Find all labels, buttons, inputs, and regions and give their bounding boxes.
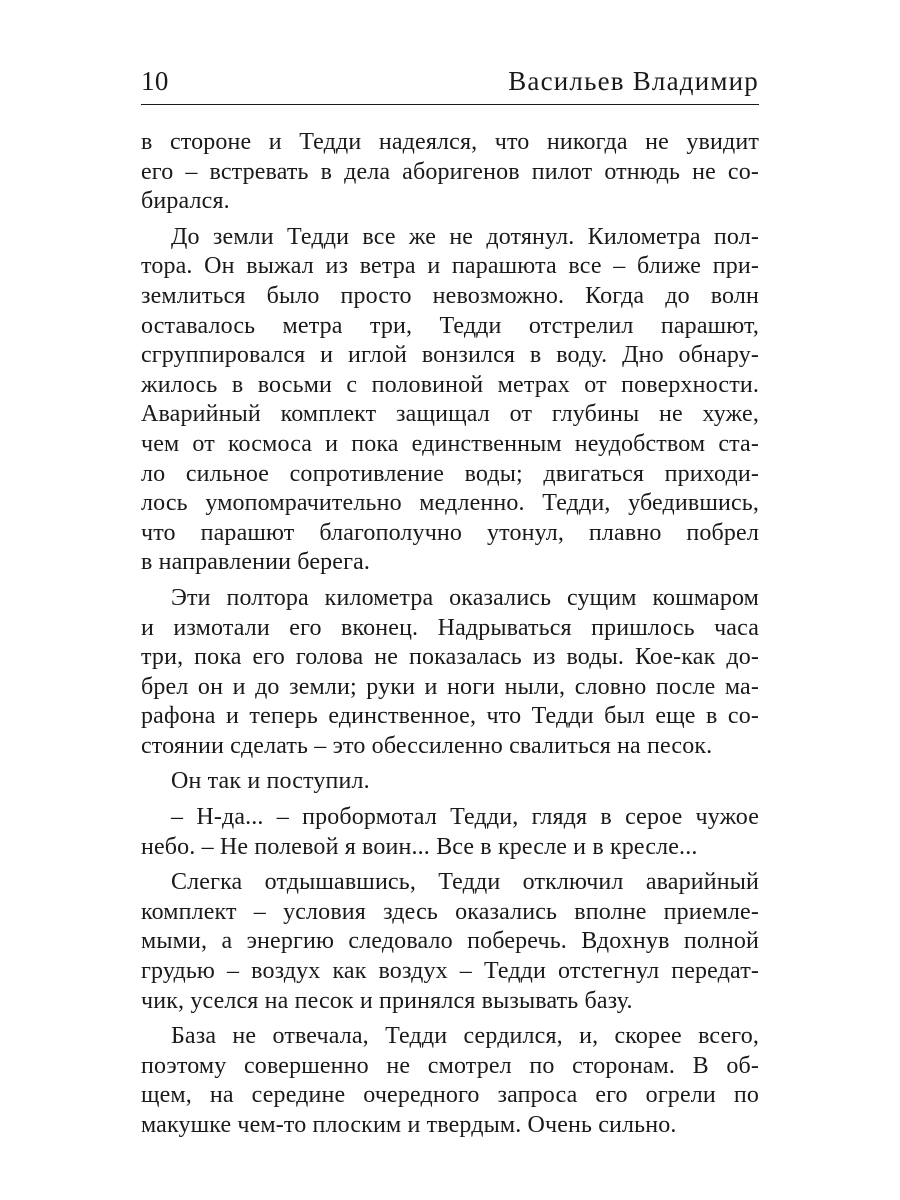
text-line: его – встревать в дела аборигенов пилот отнюдь не со- — [141, 158, 759, 185]
text-line: бирался. — [141, 188, 230, 215]
text-line: Аварийный комплект защищал от глубины не хуже, — [141, 401, 759, 428]
text-line: брел он и до земли; руки и ноги ныли, словно после ма- — [141, 673, 759, 700]
text-line: сгруппировался и иглой вонзился в воду. Дно обнару- — [141, 342, 759, 369]
text-line: ло сильное сопротивление воды; двигаться приходи- — [141, 460, 759, 487]
text-line: грудью – воздух как воздух – Тедди отстегнул передат- — [141, 958, 759, 985]
text-line: Он так и поступил. — [171, 768, 370, 795]
text-line: База не отвечала, Тедди сердился, и, скорее всего, — [171, 1023, 759, 1050]
paragraph — [141, 223, 759, 578]
text-line: землиться было просто невозможно. Когда до волн — [141, 282, 759, 309]
text-line: рафона и теперь единственное, что Тедди был еще в со- — [141, 703, 759, 730]
text-line: чик, уселся на песок и принялся вызывать базу. — [141, 987, 633, 1014]
paragraph — [141, 128, 759, 217]
text-line: оставалось метра три, Тедди отстрелил парашют, — [141, 312, 759, 339]
text-line: в направлении берега. — [141, 549, 371, 576]
text-line: мыми, а энергию следовало поберечь. Вдохнув полной — [141, 928, 759, 955]
paragraph — [141, 584, 759, 762]
text-line: лось умопомрачительно медленно. Тедди, убедившись, — [141, 490, 759, 517]
text-line: поэтому совершенно не смотрел по сторонам. В об- — [141, 1052, 759, 1079]
running-title-author: Васильев Владимир — [508, 66, 759, 96]
text-line: – Н-да... – пробормотал Тедди, глядя в серое чужое — [171, 804, 759, 831]
text-line: чем от космоса и пока единственным неудобством ста- — [141, 430, 759, 457]
body-text — [141, 128, 759, 1141]
paragraph — [141, 868, 759, 1016]
text-line: Эти полтора километра оказались сущим кошмаром — [171, 584, 759, 611]
paragraph — [141, 803, 759, 862]
text-line: щем, на середине очередного запроса его огрели по — [141, 1082, 759, 1109]
text-line: До земли Тедди все же не дотянул. Километра пол- — [171, 223, 759, 250]
book-page — [141, 62, 759, 1147]
running-header — [141, 62, 759, 105]
text-line: Слегка отдышавшись, Тедди отключил аварийный — [171, 869, 759, 896]
text-line: комплект – условия здесь оказались вполне приемле- — [141, 898, 759, 925]
text-line: в стороне и Тедди надеялся, что никогда не увидит — [141, 129, 759, 155]
text-line: тора. Он выжал из ветра и парашюта все – ближе при- — [141, 253, 759, 280]
text-line: и измотали его вконец. Надрываться пришлось часа — [141, 614, 759, 641]
paragraph — [141, 767, 759, 797]
text-line: три, пока его голова не показалась из воды. Кое-как до- — [141, 644, 759, 671]
text-line: жилось в восьми с половиной метрах от поверхности. — [141, 371, 759, 398]
text-line: что парашют благополучно утонул, плавно побрел — [141, 519, 759, 546]
page-number: 10 — [141, 66, 169, 96]
text-line: макушке чем-то плоским и твердым. Очень сильно. — [141, 1112, 677, 1138]
text-line: стоянии сделать – это обессиленно свалиться на песок. — [141, 732, 713, 759]
paragraph — [141, 1022, 759, 1140]
text-line: небо. – Не полевой я воин... Все в кресле и в кресле... — [141, 833, 698, 860]
